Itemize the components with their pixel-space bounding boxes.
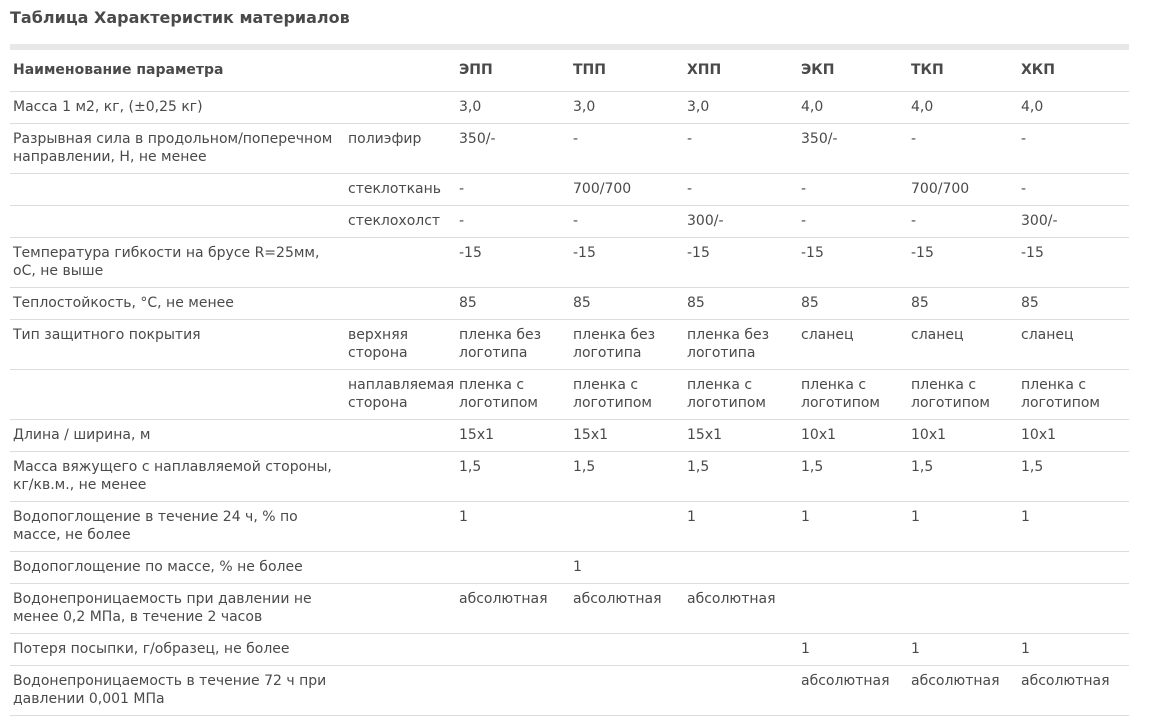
value-cell: -: [456, 206, 570, 238]
value-cell: пленка без логотипа: [456, 320, 570, 370]
value-cell: 1: [684, 502, 798, 552]
param-name: [10, 174, 345, 206]
value-cell: [570, 634, 684, 666]
header-col: ХПП: [684, 55, 798, 92]
value-cell: абсолютная: [684, 584, 798, 634]
table-row: [10, 92, 1129, 124]
value-cell: 15x1: [570, 420, 684, 452]
value-cell: 4,0: [1018, 92, 1129, 124]
value-cell: 85: [684, 288, 798, 320]
param-name: Водопоглощение по массе, % не более: [10, 552, 345, 584]
value-cell: [1018, 584, 1129, 634]
value-cell: 10x1: [798, 420, 908, 452]
header-param: Наименование параметра: [10, 55, 345, 92]
value-cell: [1018, 552, 1129, 584]
value-cell: 10x1: [908, 420, 1018, 452]
header-row: [10, 55, 1129, 92]
value-cell: абсолютная: [908, 666, 1018, 716]
value-cell: -: [1018, 174, 1129, 206]
value-cell: -: [798, 206, 908, 238]
value-cell: 15x1: [684, 420, 798, 452]
table-row: [10, 238, 1129, 288]
sub-label: полиэфир: [345, 124, 456, 174]
value-cell: -: [570, 206, 684, 238]
param-name: Теплостойкость, °С, не менее: [10, 288, 345, 320]
value-cell: -: [684, 174, 798, 206]
sub-label: [345, 634, 456, 666]
value-cell: 1,5: [570, 452, 684, 502]
value-cell: сланец: [798, 320, 908, 370]
value-cell: -15: [908, 238, 1018, 288]
value-cell: -: [908, 124, 1018, 174]
value-cell: сланец: [1018, 320, 1129, 370]
value-cell: пленка с логотипом: [684, 370, 798, 420]
header-sub: [345, 55, 456, 92]
sub-label: [345, 584, 456, 634]
table-row: [10, 206, 1129, 238]
table-row: [10, 552, 1129, 584]
value-cell: -15: [570, 238, 684, 288]
param-name: [10, 206, 345, 238]
sub-label: [345, 238, 456, 288]
table-row: [10, 584, 1129, 634]
table-row: [10, 370, 1129, 420]
value-cell: 700/700: [908, 174, 1018, 206]
value-cell: пленка с логотипом: [798, 370, 908, 420]
value-cell: 1: [908, 502, 1018, 552]
page-title: Таблица Характеристик материалов: [10, 8, 350, 27]
value-cell: 85: [798, 288, 908, 320]
value-cell: 1,5: [798, 452, 908, 502]
param-name: Водонепроницаемость в течение 72 ч при давлении 0,001 МПа: [10, 666, 345, 716]
value-cell: [456, 552, 570, 584]
value-cell: 1: [1018, 502, 1129, 552]
param-name: [10, 370, 345, 420]
sub-label: [345, 552, 456, 584]
value-cell: [684, 634, 798, 666]
specs-body: [10, 92, 1129, 716]
header-col: ЭКП: [798, 55, 908, 92]
value-cell: 300/-: [1018, 206, 1129, 238]
param-name: Потеря посыпки, г/образец, не более: [10, 634, 345, 666]
header-col: ТПП: [570, 55, 684, 92]
value-cell: -15: [456, 238, 570, 288]
value-cell: [798, 552, 908, 584]
value-cell: 4,0: [798, 92, 908, 124]
param-name: Масса вяжущего с наплавляемой стороны, кг/кв.м., не менее: [10, 452, 345, 502]
value-cell: пленка с логотипом: [908, 370, 1018, 420]
value-cell: 1: [570, 552, 684, 584]
value-cell: 1,5: [684, 452, 798, 502]
param-name: Разрывная сила в продольном/поперечном направлении, Н, не менее: [10, 124, 345, 174]
sub-label: [345, 452, 456, 502]
header-col: ХКП: [1018, 55, 1129, 92]
value-cell: абсолютная: [456, 584, 570, 634]
value-cell: пленка с логотипом: [456, 370, 570, 420]
specs-table: [10, 55, 1129, 716]
value-cell: 1: [798, 634, 908, 666]
value-cell: [570, 502, 684, 552]
value-cell: 4,0: [908, 92, 1018, 124]
param-name: Температура гибкости на брусе R=25мм, оС, не выше: [10, 238, 345, 288]
table-row: [10, 320, 1129, 370]
value-cell: -15: [1018, 238, 1129, 288]
value-cell: 1: [908, 634, 1018, 666]
param-name: Длина / ширина, м: [10, 420, 345, 452]
value-cell: пленка без логотипа: [570, 320, 684, 370]
value-cell: 300/-: [684, 206, 798, 238]
value-cell: 85: [456, 288, 570, 320]
value-cell: 1: [1018, 634, 1129, 666]
value-cell: -: [570, 124, 684, 174]
value-cell: [684, 666, 798, 716]
value-cell: -: [798, 174, 908, 206]
value-cell: -15: [798, 238, 908, 288]
param-name: Водопоглощение в течение 24 ч, % по массе, не более: [10, 502, 345, 552]
value-cell: -: [456, 174, 570, 206]
value-cell: 3,0: [684, 92, 798, 124]
value-cell: [456, 666, 570, 716]
sub-label: [345, 92, 456, 124]
value-cell: 3,0: [570, 92, 684, 124]
sub-label: стеклоткань: [345, 174, 456, 206]
table-row: [10, 634, 1129, 666]
value-cell: 1,5: [1018, 452, 1129, 502]
value-cell: [908, 584, 1018, 634]
sub-label: [345, 288, 456, 320]
value-cell: [456, 634, 570, 666]
value-cell: [684, 552, 798, 584]
value-cell: 1,5: [908, 452, 1018, 502]
header-col: ТКП: [908, 55, 1018, 92]
value-cell: 700/700: [570, 174, 684, 206]
value-cell: абсолютная: [570, 584, 684, 634]
header-col: ЭПП: [456, 55, 570, 92]
value-cell: 350/-: [798, 124, 908, 174]
value-cell: пленка без логотипа: [684, 320, 798, 370]
value-cell: 1,5: [456, 452, 570, 502]
value-cell: [908, 552, 1018, 584]
sub-label: наплавляемая сторона: [345, 370, 456, 420]
value-cell: пленка с логотипом: [570, 370, 684, 420]
value-cell: [570, 666, 684, 716]
table-row: [10, 502, 1129, 552]
value-cell: 15x1: [456, 420, 570, 452]
sub-label: [345, 666, 456, 716]
value-cell: абсолютная: [798, 666, 908, 716]
table-row: [10, 452, 1129, 502]
value-cell: 3,0: [456, 92, 570, 124]
table-row: [10, 666, 1129, 716]
value-cell: 85: [908, 288, 1018, 320]
value-cell: -: [908, 206, 1018, 238]
value-cell: 1: [456, 502, 570, 552]
sub-label: [345, 502, 456, 552]
value-cell: 1: [798, 502, 908, 552]
value-cell: пленка с логотипом: [1018, 370, 1129, 420]
value-cell: -: [1018, 124, 1129, 174]
param-name: Водонепроницаемость при давлении не менее 0,2 МПа, в течение 2 часов: [10, 584, 345, 634]
table-row: [10, 420, 1129, 452]
param-name: Тип защитного покрытия: [10, 320, 345, 370]
value-cell: [798, 584, 908, 634]
table-row: [10, 124, 1129, 174]
value-cell: 10x1: [1018, 420, 1129, 452]
value-cell: -: [684, 124, 798, 174]
value-cell: -15: [684, 238, 798, 288]
value-cell: сланец: [908, 320, 1018, 370]
sub-label: [345, 420, 456, 452]
value-cell: 85: [570, 288, 684, 320]
sub-label: верхняя сторона: [345, 320, 456, 370]
value-cell: 350/-: [456, 124, 570, 174]
param-name: Масса 1 м2, кг, (±0,25 кг): [10, 92, 345, 124]
value-cell: абсолютная: [1018, 666, 1129, 716]
value-cell: 85: [1018, 288, 1129, 320]
sub-label: стеклохолст: [345, 206, 456, 238]
table-row: [10, 288, 1129, 320]
table-row: [10, 174, 1129, 206]
title-divider: [10, 44, 1129, 50]
